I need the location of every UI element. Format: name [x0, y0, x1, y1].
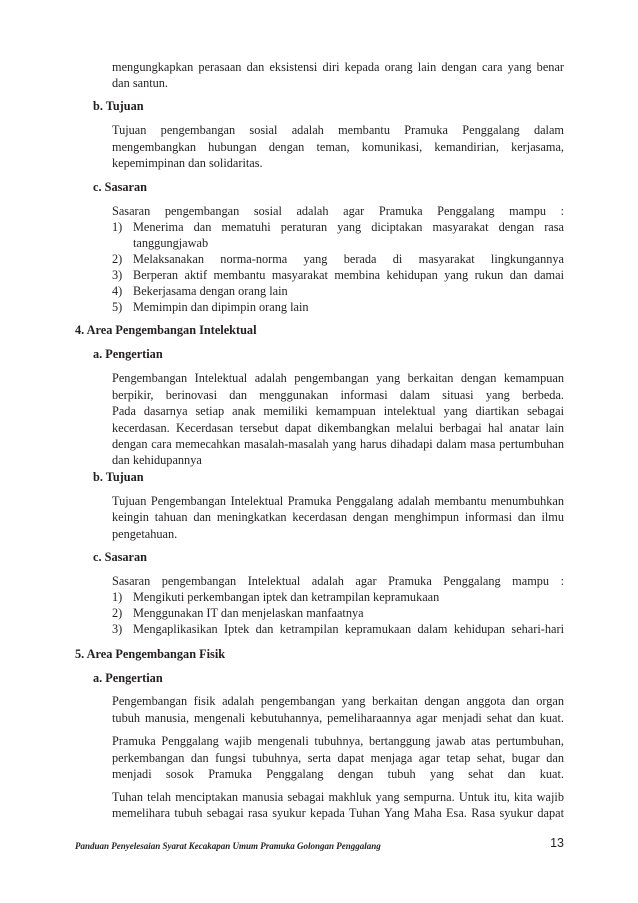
text-line: Sasaran pengembangan sosial adalah agar Pramuka Penggalang mampu : [112, 204, 564, 218]
footer-title: Panduan Penyelesaian Syarat Kecakapan Umum Pramuka Golongan Penggalang [75, 841, 381, 851]
list-number: 3) [112, 268, 123, 282]
section-heading: 5. Area Pengembangan Fisik [75, 647, 226, 661]
list-item: Memimpin dan dipimpin orang lain [133, 300, 309, 314]
text-line: Pada dasarnya setiap anak memiliki kemampuan intelektual yang diartikan sebagai [112, 404, 564, 418]
text-line: Sasaran pengembangan Intelektual adalah agar Pramuka Penggalang mampu : [112, 574, 564, 588]
list-item: Menggunakan IT dan menjelaskan manfaatnya [133, 606, 364, 620]
text-line: Tuhan telah menciptakan manusia sebagai makhluk yang sempurna. Untuk itu, kita wajib [112, 790, 564, 804]
subsection-heading: b. Tujuan [93, 99, 144, 113]
subsection-heading: a. Pengertian [93, 347, 163, 361]
text-line: pengetahuan. [112, 527, 178, 541]
list-number: 2) [112, 606, 123, 620]
text-line: Tujuan Pengembangan Intelektual Pramuka Penggalang adalah membantu menumbuhkan [112, 494, 564, 508]
text-line: mengungkapkan perasaan dan eksistensi diri kepada orang lain dengan cara yang benar [112, 60, 564, 74]
subsection-heading: a. Pengertian [93, 671, 163, 685]
list-item: Melaksanakan norma-norma yang berada di masyarakat lingkungannya [133, 252, 564, 266]
page-number: 13 [550, 836, 564, 850]
text-line: perkembangan dan fungsi tubuhnya, serta dapat menjaga agar tetap sehat, bugar dan [112, 751, 564, 765]
subsection-heading: c. Sasaran [93, 550, 147, 564]
text-line: keingin tahuan dan meningkatkan kecerdasan dengan menghimpun informasi dan ilmu [112, 510, 564, 524]
list-item: tanggungjawab [133, 236, 209, 250]
text-line: Tujuan pengembangan sosial adalah membantu Pramuka Penggalang dalam [112, 123, 564, 137]
text-line: kepemimpinan dan solidaritas. [112, 156, 263, 170]
list-number: 4) [112, 284, 123, 298]
list-item: Berperan aktif membantu masyarakat membina kehidupan yang rukun dan damai [133, 268, 564, 282]
text-line: Pengembangan Intelektual adalah pengembangan yang berkaitan dengan kemampuan [112, 371, 564, 385]
subsection-heading: b. Tujuan [93, 470, 144, 484]
list-number: 1) [112, 220, 123, 234]
text-line: Pramuka Penggalang wajib mengenali tubuhnya, bertanggung jawab atas pertumbuhan, [112, 734, 564, 748]
list-item: Menerima dan mematuhi peraturan yang diciptakan masyarakat dengan rasa [133, 220, 564, 234]
text-line: dan santun. [112, 76, 169, 90]
text-line: dan kehidupannya [112, 453, 202, 467]
text-line: dengan cara memecahkan masalah-masalah yang harus dihadapi dalam masa pertumbuhan [112, 437, 564, 451]
list-number: 5) [112, 300, 123, 314]
text-line: tubuh manusia, mengenali kebutuhannya, pemeliharaannya agar menjadi sehat dan kuat. [112, 711, 564, 725]
text-line: mengembangkan hubungan dengan teman, komunikasi, kemandirian, kerjasama, [112, 140, 564, 154]
subsection-heading: c. Sasaran [93, 180, 147, 194]
text-line: memelihara tubuh sebagai rasa syukur kepada Tuhan Yang Maha Esa. Rasa syukur dapat [112, 806, 564, 820]
text-line: berpikir, berinovasi dan menggunakan informasi dalam situasi yang berbeda. [112, 388, 564, 402]
list-item: Mengikuti perkembangan iptek dan ketrampilan kepramukaan [133, 590, 440, 604]
list-item: Mengaplikasikan Iptek dan ketrampilan kepramukaan dalam kehidupan sehari-hari [133, 622, 564, 636]
text-line: menjadi sosok Pramuka Penggalang dengan tubuh yang sehat dan kuat. [112, 767, 564, 781]
list-number: 2) [112, 252, 123, 266]
section-heading: 4. Area Pengembangan Intelektual [75, 323, 257, 337]
text-line: Pengembangan fisik adalah pengembangan yang berkaitan dengan anggota dan organ [112, 694, 564, 708]
text-line: kecerdasan. Kecerdasan tersebut dapat dikembangkan melalui berbagai hal anatar lain [112, 421, 564, 435]
list-number: 3) [112, 622, 123, 636]
list-number: 1) [112, 590, 123, 604]
list-item: Bekerjasama dengan orang lain [133, 284, 288, 298]
